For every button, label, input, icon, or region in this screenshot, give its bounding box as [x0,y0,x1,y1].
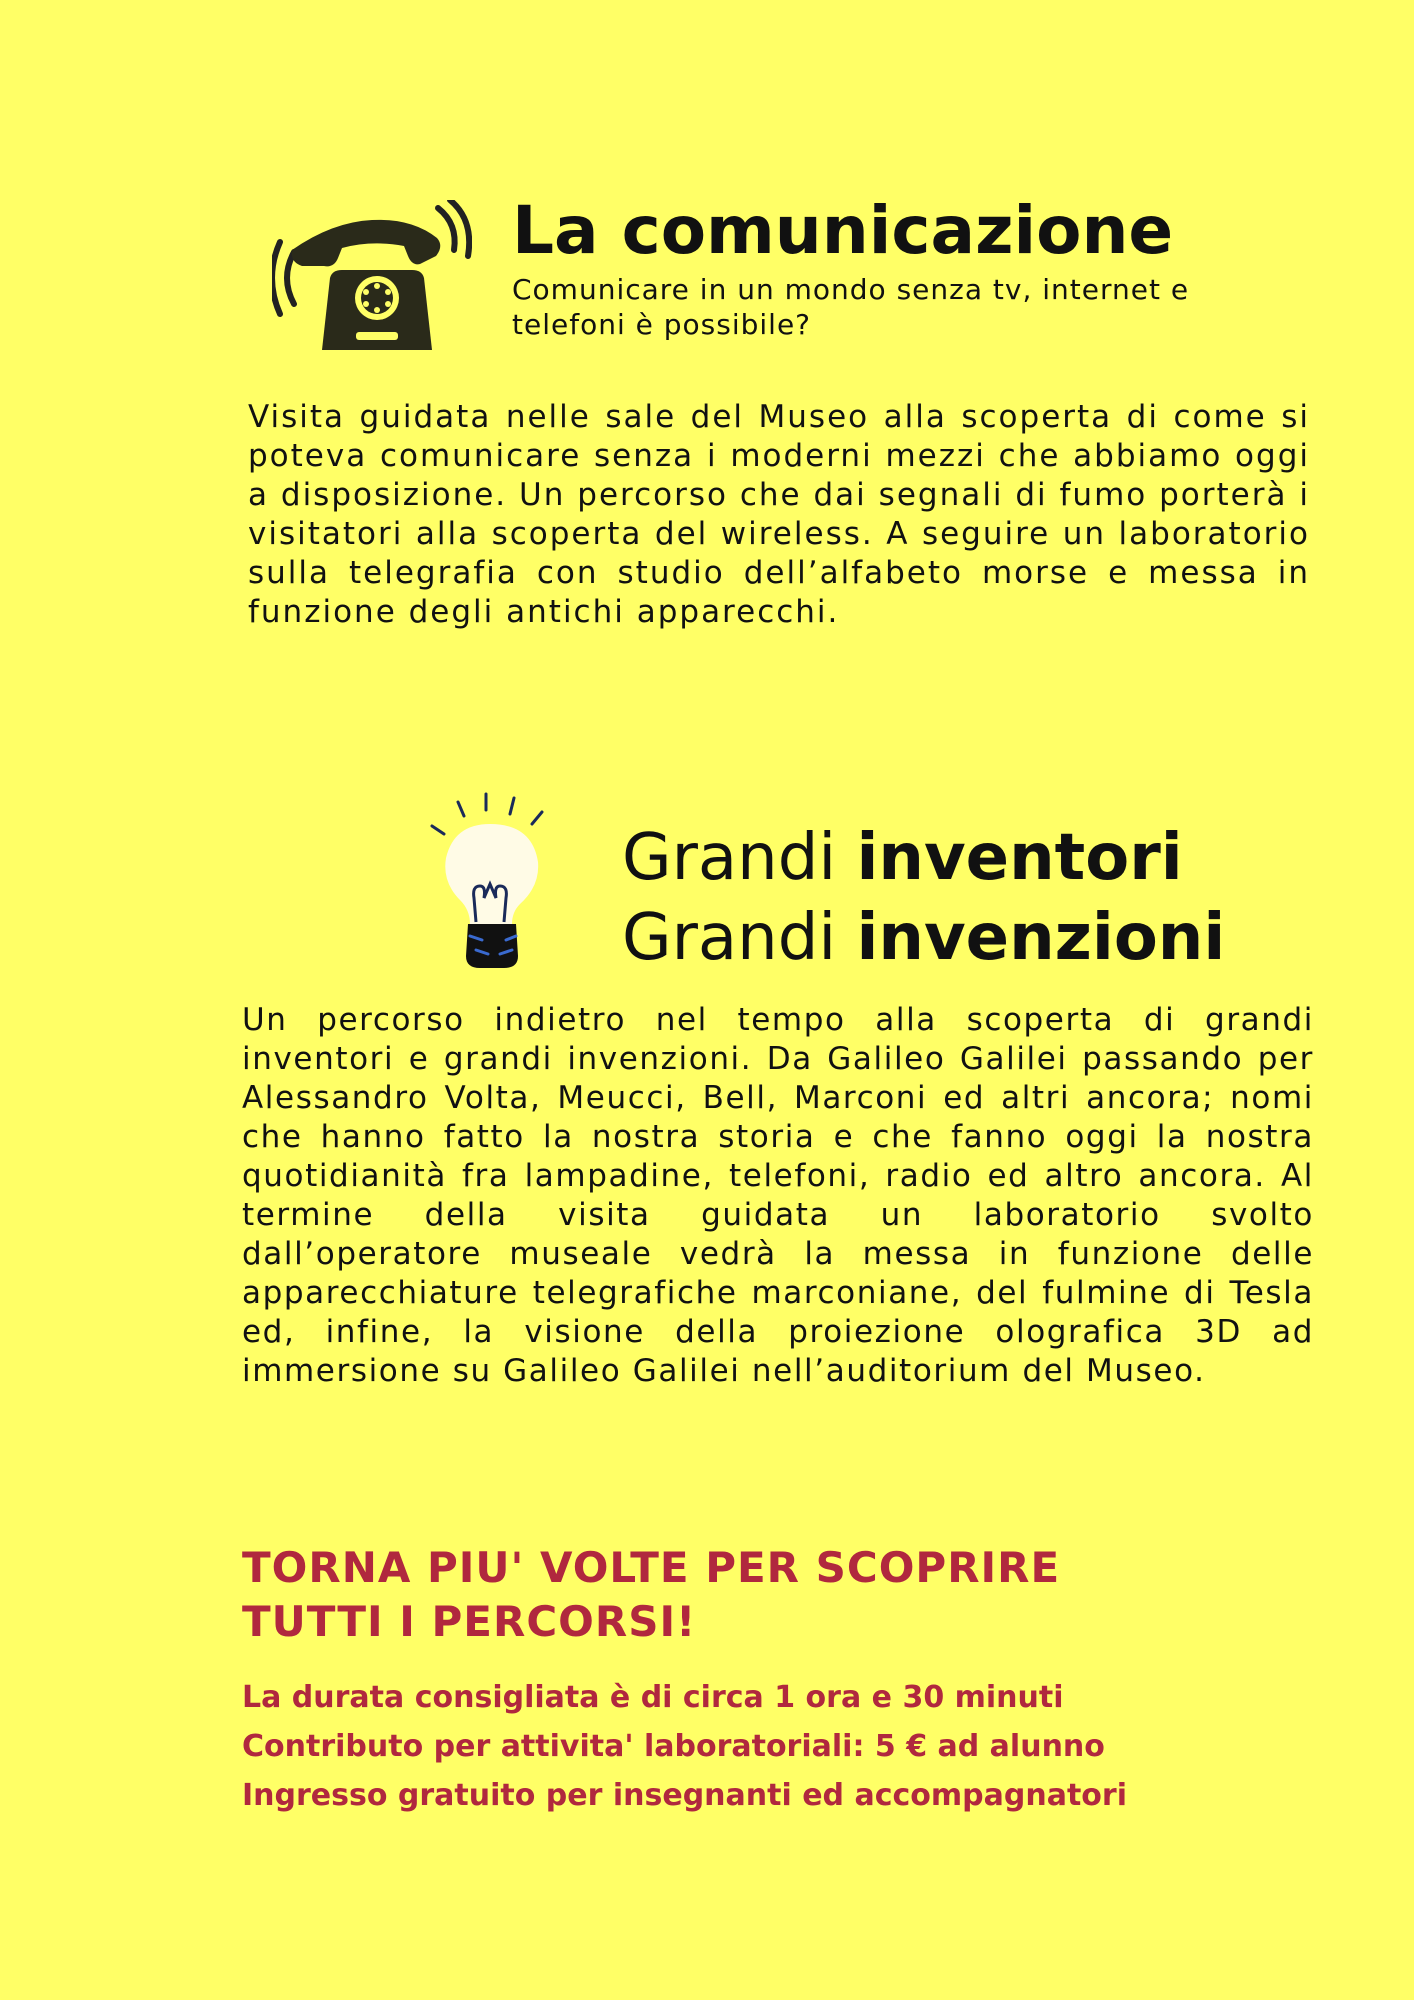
promo-headline-line1: TORNA PIU' VOLTE PER SCOPRIRE [242,1543,1061,1592]
promo-headline-line2: TUTTI I PERCORSI! [242,1597,697,1646]
section-title-inventors-line2 [622,898,1225,978]
section-subtitle-communication: Comunicare in un mondo senza tv, internet e telefoni è possibile? [512,273,1190,341]
telephone-icon [272,200,472,350]
section-body-communication: Visita guidata nelle sale del Museo alla scoperta di come si poteva comunicare senza i moderni mezzi che abbiamo oggi a disposizione. Un percorso che dai segnali di fumo porterà i visitatori alla scoperta del wireless. A seguire un laboratorio sulla telegrafia con studio dell’alfabeto morse e messa in funzione degli antichi apparecchi. [248,399,1310,630]
section-title-communication: La comunicazione [512,192,1174,269]
section-title-inventors-line1 [622,818,1183,898]
info-duration: La durata consigliata è di circa 1 ora e 30 minuti [242,1680,1064,1715]
title-emphasis: inventori [856,821,1183,895]
title-prefix: Grandi [622,901,837,975]
section-body-inventors: Un percorso indietro nel tempo alla scoperta di grandi inventori e grandi invenzioni. Da Galileo Galilei passando per Alessandro Volta, Meucci, Bell, Marconi ed altri ancora; nomi che hanno fatto la nostra storia e che fanno oggi la nostra quotidianità fra lampadine, telefoni, radio ed altro ancora. Al termine della visita guidata un laboratorio svolto dall’operatore museale vedrà la messa in funzione delle apparecchiature telegrafiche marconiane, del fulmine di Tesla ed, infine, la visione della proiezione olografica 3D ad immersione su Galileo Galilei nell’auditorium del Museo. [242,1002,1314,1389]
lightbulb-icon [420,790,570,970]
title-emphasis: invenzioni [856,901,1226,975]
info-free-entry: Ingresso gratuito per insegnanti ed accompagnatori [242,1778,1127,1813]
title-prefix: Grandi [622,821,837,895]
info-fee: Contributo per attivita' laboratoriali: 5 € ad alunno [242,1729,1105,1764]
